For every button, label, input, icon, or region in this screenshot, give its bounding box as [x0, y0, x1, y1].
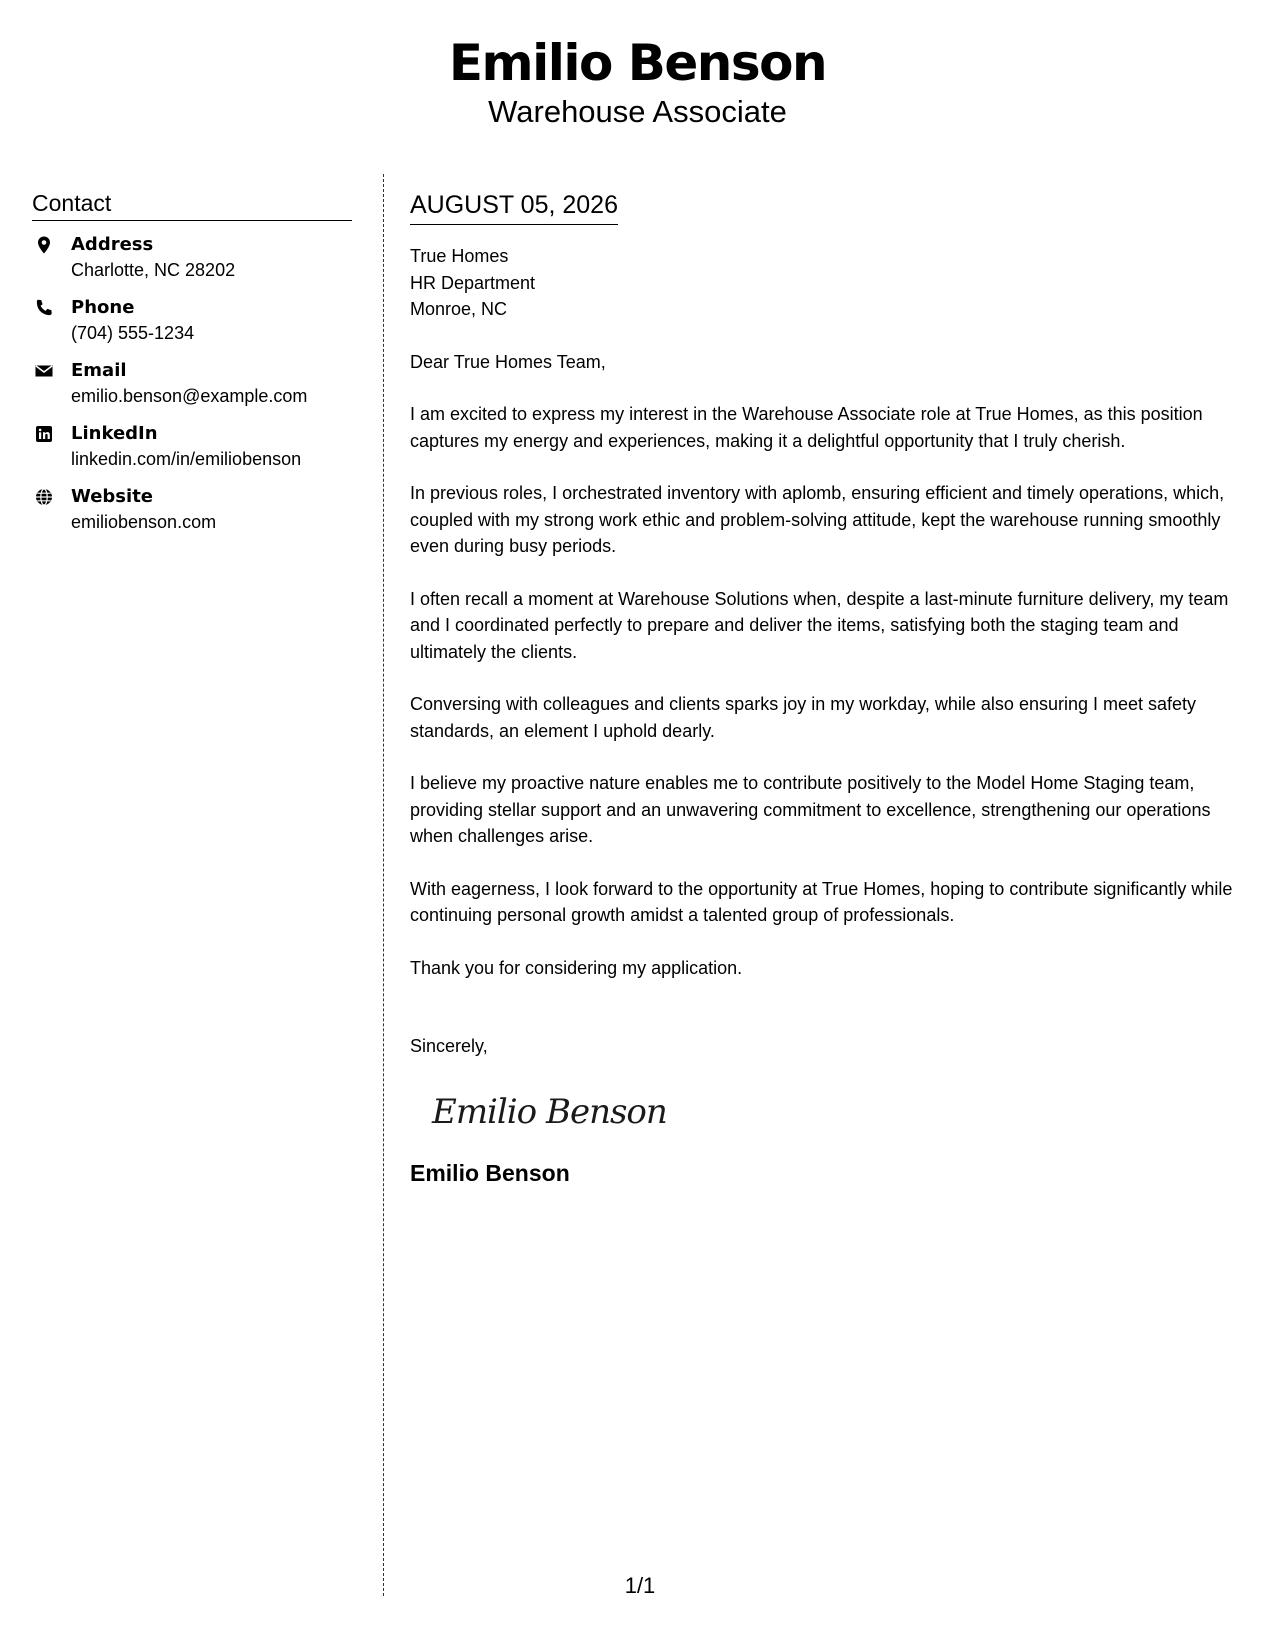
- signer-name: Emilio Benson: [410, 1159, 570, 1186]
- column-divider: [383, 174, 384, 1596]
- recipient-block: [410, 243, 1242, 323]
- envelope-icon: [34, 361, 54, 381]
- body-paragraph: I am excited to express my interest in the Warehouse Associate role at True Homes, as this position captures my energy and experiences, making it a delightful opportunity that I truly cherish.: [410, 404, 1203, 451]
- body-paragraph: With eagerness, I look forward to the opportunity at True Homes, hoping to contribute significantly while continuing personal growth amidst a talented group of professionals.: [410, 878, 1233, 925]
- body-paragraph: I believe my proactive nature enables me to contribute positively to the Model Home Staging team, providing stellar support and an unwavering commitment to excellence, strengthening our operations when challenges arise.: [410, 773, 1211, 846]
- recipient-department: HR Department: [410, 272, 536, 293]
- letter-body: [410, 188, 1242, 1188]
- globe-icon: [34, 487, 54, 507]
- contact-label: Phone: [71, 297, 135, 318]
- body-paragraph: Conversing with colleagues and clients sparks joy in my workday, while also ensuring I meet safety standards, an element I uphold dearly.: [410, 694, 1197, 741]
- applicant-name: Emilio Benson: [448, 34, 827, 92]
- phone-icon: [34, 298, 54, 318]
- recipient-location: Monroe, NC: [410, 299, 508, 319]
- letter-header: [0, 32, 1275, 130]
- contact-value[interactable]: emilio.benson@example.com: [71, 386, 308, 406]
- contact-label: LinkedIn: [71, 423, 158, 444]
- contact-value[interactable]: emiliobenson.com: [71, 512, 217, 532]
- body-paragraph: In previous roles, I orchestrated inventory with aplomb, ensuring efficient and timely operations, which, coupled with my strong work ethic and problem-solving attitude, kept the warehouse running smoothly even during busy periods.: [410, 483, 1225, 556]
- letter-date: AUGUST 05, 2026: [410, 188, 618, 225]
- body-paragraph: I often recall a moment at Warehouse Solutions when, despite a last-minute furniture delivery, my team and I coordinated perfectly to prepare and deliver the items, satisfying both the staging team and ultimately the clients.: [410, 588, 1229, 662]
- contact-value[interactable]: linkedin.com/in/emiliobenson: [71, 449, 302, 469]
- handwritten-signature: Emilio Benson: [432, 1091, 667, 1132]
- closing: Sincerely,: [410, 1036, 488, 1056]
- contact-sidebar: [32, 188, 352, 548]
- contact-item-address: [32, 233, 352, 296]
- contact-item-linkedin: [32, 422, 352, 485]
- contact-label: Website: [71, 486, 154, 507]
- contact-value: Charlotte, NC 28202: [71, 260, 236, 280]
- job-title: Warehouse Associate: [488, 94, 787, 129]
- salutation: Dear True Homes Team,: [410, 351, 606, 372]
- linkedin-icon: [34, 424, 54, 444]
- contact-value: (704) 555-1234: [71, 323, 195, 343]
- contact-label: Email: [71, 360, 127, 381]
- contact-item-phone: [32, 296, 352, 359]
- map-pin-icon: [34, 235, 54, 255]
- recipient-company: True Homes: [410, 246, 509, 266]
- body-paragraph: Thank you for considering my application.: [410, 957, 743, 978]
- contact-heading: Contact: [32, 188, 352, 221]
- contact-item-email: [32, 359, 352, 422]
- contact-label: Address: [71, 234, 154, 255]
- contact-item-website: [32, 485, 352, 548]
- page-number: 1/1: [624, 1573, 656, 1598]
